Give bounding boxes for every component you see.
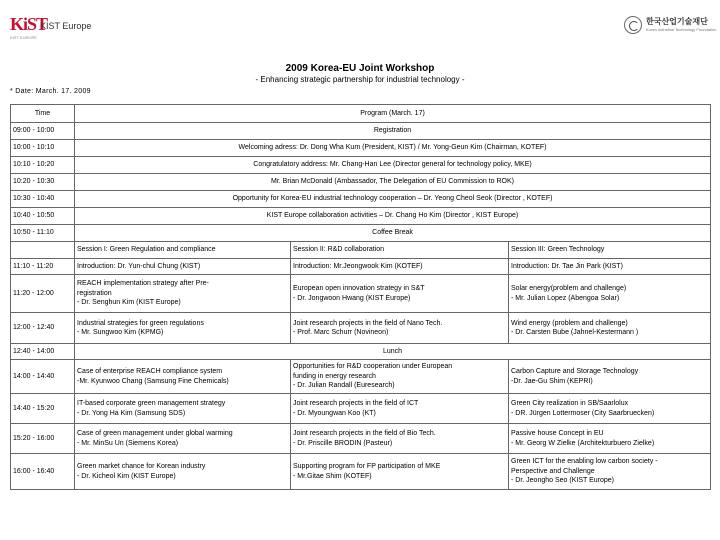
program-cell: Lunch bbox=[75, 344, 711, 360]
session-row bbox=[11, 360, 711, 394]
plenary-row bbox=[11, 140, 711, 157]
kotef-emblem-icon bbox=[624, 16, 642, 34]
session-cell bbox=[509, 259, 711, 275]
kotef-logo-korean: 한국산업기술재단 bbox=[646, 17, 708, 26]
time-cell: 10:20 - 10:30 bbox=[11, 174, 75, 191]
page-subtitle: - Enhancing strategic partnership for industrial technology - bbox=[255, 75, 465, 84]
program-cell: KIST Europe collaboration activities – Dr. Chang Ho Kim (Director , KIST Europe) bbox=[75, 208, 711, 225]
session-line: - Mr.Gitae Shim (KOTEF) bbox=[293, 472, 372, 480]
header-row bbox=[11, 105, 711, 123]
session-cell bbox=[291, 313, 509, 344]
session-cell bbox=[75, 394, 291, 424]
session-cell bbox=[509, 454, 711, 490]
kist-logo-subtext: KIST EUROPE bbox=[10, 35, 37, 40]
time-cell: 10:10 - 10:20 bbox=[11, 157, 75, 174]
session-line: - Dr. Yong Ha Kim (Samsung SDS) bbox=[77, 409, 186, 417]
session-row bbox=[11, 394, 711, 424]
session-line: European open innovation strategy in S&T bbox=[293, 285, 425, 293]
session-cell bbox=[291, 259, 509, 275]
session-line: Solar energy(problem and challenge) bbox=[511, 285, 627, 293]
session-line: Opportunities for R&D cooperation under European bbox=[293, 363, 453, 371]
session-header-row bbox=[11, 242, 711, 259]
session-title-1: Session I: Green Regulation and compliance bbox=[75, 242, 291, 259]
session-line: - Mr. Georg W Zielke (Architekturbuero Zielke) bbox=[511, 439, 655, 447]
time-cell: 12:00 - 12:40 bbox=[11, 313, 75, 344]
session-cell bbox=[509, 313, 711, 344]
session-cell bbox=[291, 275, 509, 313]
program-cell: Mr. Brian McDonald (Ambassador, The Delegation of EU Commission to ROK) bbox=[75, 174, 711, 191]
session-cell bbox=[75, 313, 291, 344]
time-cell: 10:50 - 11:10 bbox=[11, 225, 75, 242]
plenary-row bbox=[11, 208, 711, 225]
session-line: - Mr. Julian Lopez (Abengoa Solar) bbox=[511, 294, 620, 302]
plenary-row bbox=[11, 123, 711, 140]
session-line: Industrial strategies for green regulations bbox=[77, 319, 204, 327]
session-line: - Mr. Sungwoo Kim (KPMG) bbox=[77, 329, 164, 336]
kist-logo-mark: KiST bbox=[10, 14, 48, 34]
session-line: Supporting program for FP participation of MKE bbox=[293, 463, 441, 471]
session-cell bbox=[509, 275, 711, 313]
session-line: - Dr. Julian Randall (Euresearch) bbox=[293, 382, 395, 390]
session-line: REACH implementation strategy after Pre- bbox=[77, 280, 209, 288]
session-line: - Dr. Myoungwan Koo (KT) bbox=[293, 409, 376, 417]
kist-logo-name: KIST Europe bbox=[40, 21, 92, 31]
time-cell: 09:00 - 10:00 bbox=[11, 123, 75, 140]
schedule-table bbox=[10, 104, 711, 490]
session-cell bbox=[75, 259, 291, 275]
time-cell: 15:20 - 16:00 bbox=[11, 424, 75, 454]
session-line: registration bbox=[77, 289, 112, 297]
session-line: Green market chance for Korean industry bbox=[77, 463, 206, 471]
session-line: - Dr. Kicheol Kim (KIST Europe) bbox=[77, 472, 176, 480]
session-line: - Dr. Jeongho Seo (KIST Europe) bbox=[511, 477, 614, 485]
session-line: - Mr. MinSu Un (Siemens Korea) bbox=[77, 439, 179, 447]
session-line: - Prof. Marc Schurr (Novineon) bbox=[293, 329, 389, 336]
session-line: Green ICT for the enabling low carbon society - bbox=[511, 458, 658, 466]
session-row bbox=[11, 275, 711, 313]
session-line: Green City realization in SB/Saarlolux bbox=[511, 400, 629, 408]
session-cell bbox=[75, 275, 291, 313]
session-row bbox=[11, 454, 711, 490]
session-line: -Dr. Jae-Gu Shim (KEPRI) bbox=[511, 377, 593, 385]
session-cell bbox=[75, 424, 291, 454]
lunch-row bbox=[11, 344, 711, 360]
session-cell bbox=[291, 424, 509, 454]
session-row bbox=[11, 424, 711, 454]
session-title-3: Session III: Green Technology bbox=[509, 242, 711, 259]
session-line: Joint research projects in the field of Nano Tech. bbox=[293, 319, 443, 327]
program-cell: Registration bbox=[75, 123, 711, 140]
session-line: - Dr. Priscille BRODIN (Pasteur) bbox=[293, 439, 393, 447]
session-line: funding in energy research bbox=[293, 372, 376, 380]
time-cell: 14:00 - 14:40 bbox=[11, 360, 75, 394]
plenary-row bbox=[11, 191, 711, 208]
program-cell: Congratulatory address: Mr. Chang-Han Lee (Director general for technology policy, MKE) bbox=[75, 157, 711, 174]
session-line: - DR. Jürgen Lottermoser (City Saarbruecken) bbox=[511, 409, 655, 417]
session-cell bbox=[509, 394, 711, 424]
session-line: Passive house Concept in EU bbox=[511, 430, 604, 438]
time-cell: 12:40 - 14:00 bbox=[11, 344, 75, 360]
workshop-date: * Date: March. 17. 2009 bbox=[10, 88, 91, 95]
schedule-body bbox=[11, 105, 711, 490]
page-title: 2009 Korea-EU Joint Workshop bbox=[285, 63, 435, 74]
session-line: Introduction: Dr. Yun-chul Chung (KIST) bbox=[77, 262, 201, 270]
session-line: - Dr. Senghun Kim (KIST Europe) bbox=[77, 299, 181, 307]
session-row bbox=[11, 259, 711, 275]
program-cell: Coffee Break bbox=[75, 225, 711, 242]
session-row bbox=[11, 313, 711, 344]
time-cell-empty bbox=[11, 242, 75, 259]
plenary-row bbox=[11, 157, 711, 174]
session-cell bbox=[509, 424, 711, 454]
time-cell: 11:10 - 11:20 bbox=[11, 259, 75, 275]
session-cell bbox=[75, 360, 291, 394]
kotef-logo-english: Korea Industrial Technology Foundation bbox=[646, 27, 717, 32]
session-line: Perspective and Challenge bbox=[511, 467, 595, 475]
session-line: Wind energy (problem and challenge) bbox=[511, 319, 628, 327]
session-cell bbox=[509, 360, 711, 394]
kist-europe-logo bbox=[10, 14, 110, 40]
plenary-row bbox=[11, 225, 711, 242]
time-cell: 14:40 - 15:20 bbox=[11, 394, 75, 424]
program-cell: Opportunity for Korea-EU industrial technology cooperation – Dr. Yeong Cheol Seok (Director , KOTEF) bbox=[75, 191, 711, 208]
session-line: Introduction: Mr.Jeongwook Kim (KOTEF) bbox=[293, 262, 423, 270]
program-column-header: Program (March. 17) bbox=[75, 105, 711, 123]
session-line: Carbon Capture and Storage Technology bbox=[511, 368, 639, 376]
time-cell: 11:20 - 12:00 bbox=[11, 275, 75, 313]
session-line: -Mr. Kyunwoo Chang (Samsung Fine Chemicals) bbox=[77, 377, 229, 385]
plenary-row bbox=[11, 174, 711, 191]
session-line: Introduction: Dr. Tae Jin Park (KIST) bbox=[511, 262, 623, 270]
session-cell bbox=[291, 360, 509, 394]
session-line: Joint research projects in the field of ICT bbox=[293, 400, 419, 408]
session-cell bbox=[75, 454, 291, 490]
time-cell: 10:30 - 10:40 bbox=[11, 191, 75, 208]
session-cell bbox=[291, 394, 509, 424]
session-line: Case of enterprise REACH compliance system bbox=[77, 368, 223, 376]
session-line: - Dr. Jongwoon Hwang (KIST Europe) bbox=[293, 294, 411, 302]
session-title-2: Session II: R&D collaboration bbox=[291, 242, 509, 259]
session-cell bbox=[291, 454, 509, 490]
session-line: Case of green management under global warming bbox=[77, 430, 233, 438]
session-line: - Dr. Carsten Bube (Jahnel-Kestermann ) bbox=[511, 329, 639, 336]
session-line: Joint research projects in the field of Bio Tech. bbox=[293, 430, 436, 438]
time-column-header: Time bbox=[11, 105, 75, 123]
time-cell: 16:00 - 16:40 bbox=[11, 454, 75, 490]
kotef-logo bbox=[624, 16, 717, 40]
time-cell: 10:40 - 10:50 bbox=[11, 208, 75, 225]
program-cell: Welcoming adress: Dr. Dong Wha Kum (President, KIST) / Mr. Yong-Geun Kim (Chairman, KOTEF) bbox=[75, 140, 711, 157]
session-line: IT-based corporate green management strategy bbox=[77, 400, 226, 408]
time-cell: 10:00 - 10:10 bbox=[11, 140, 75, 157]
